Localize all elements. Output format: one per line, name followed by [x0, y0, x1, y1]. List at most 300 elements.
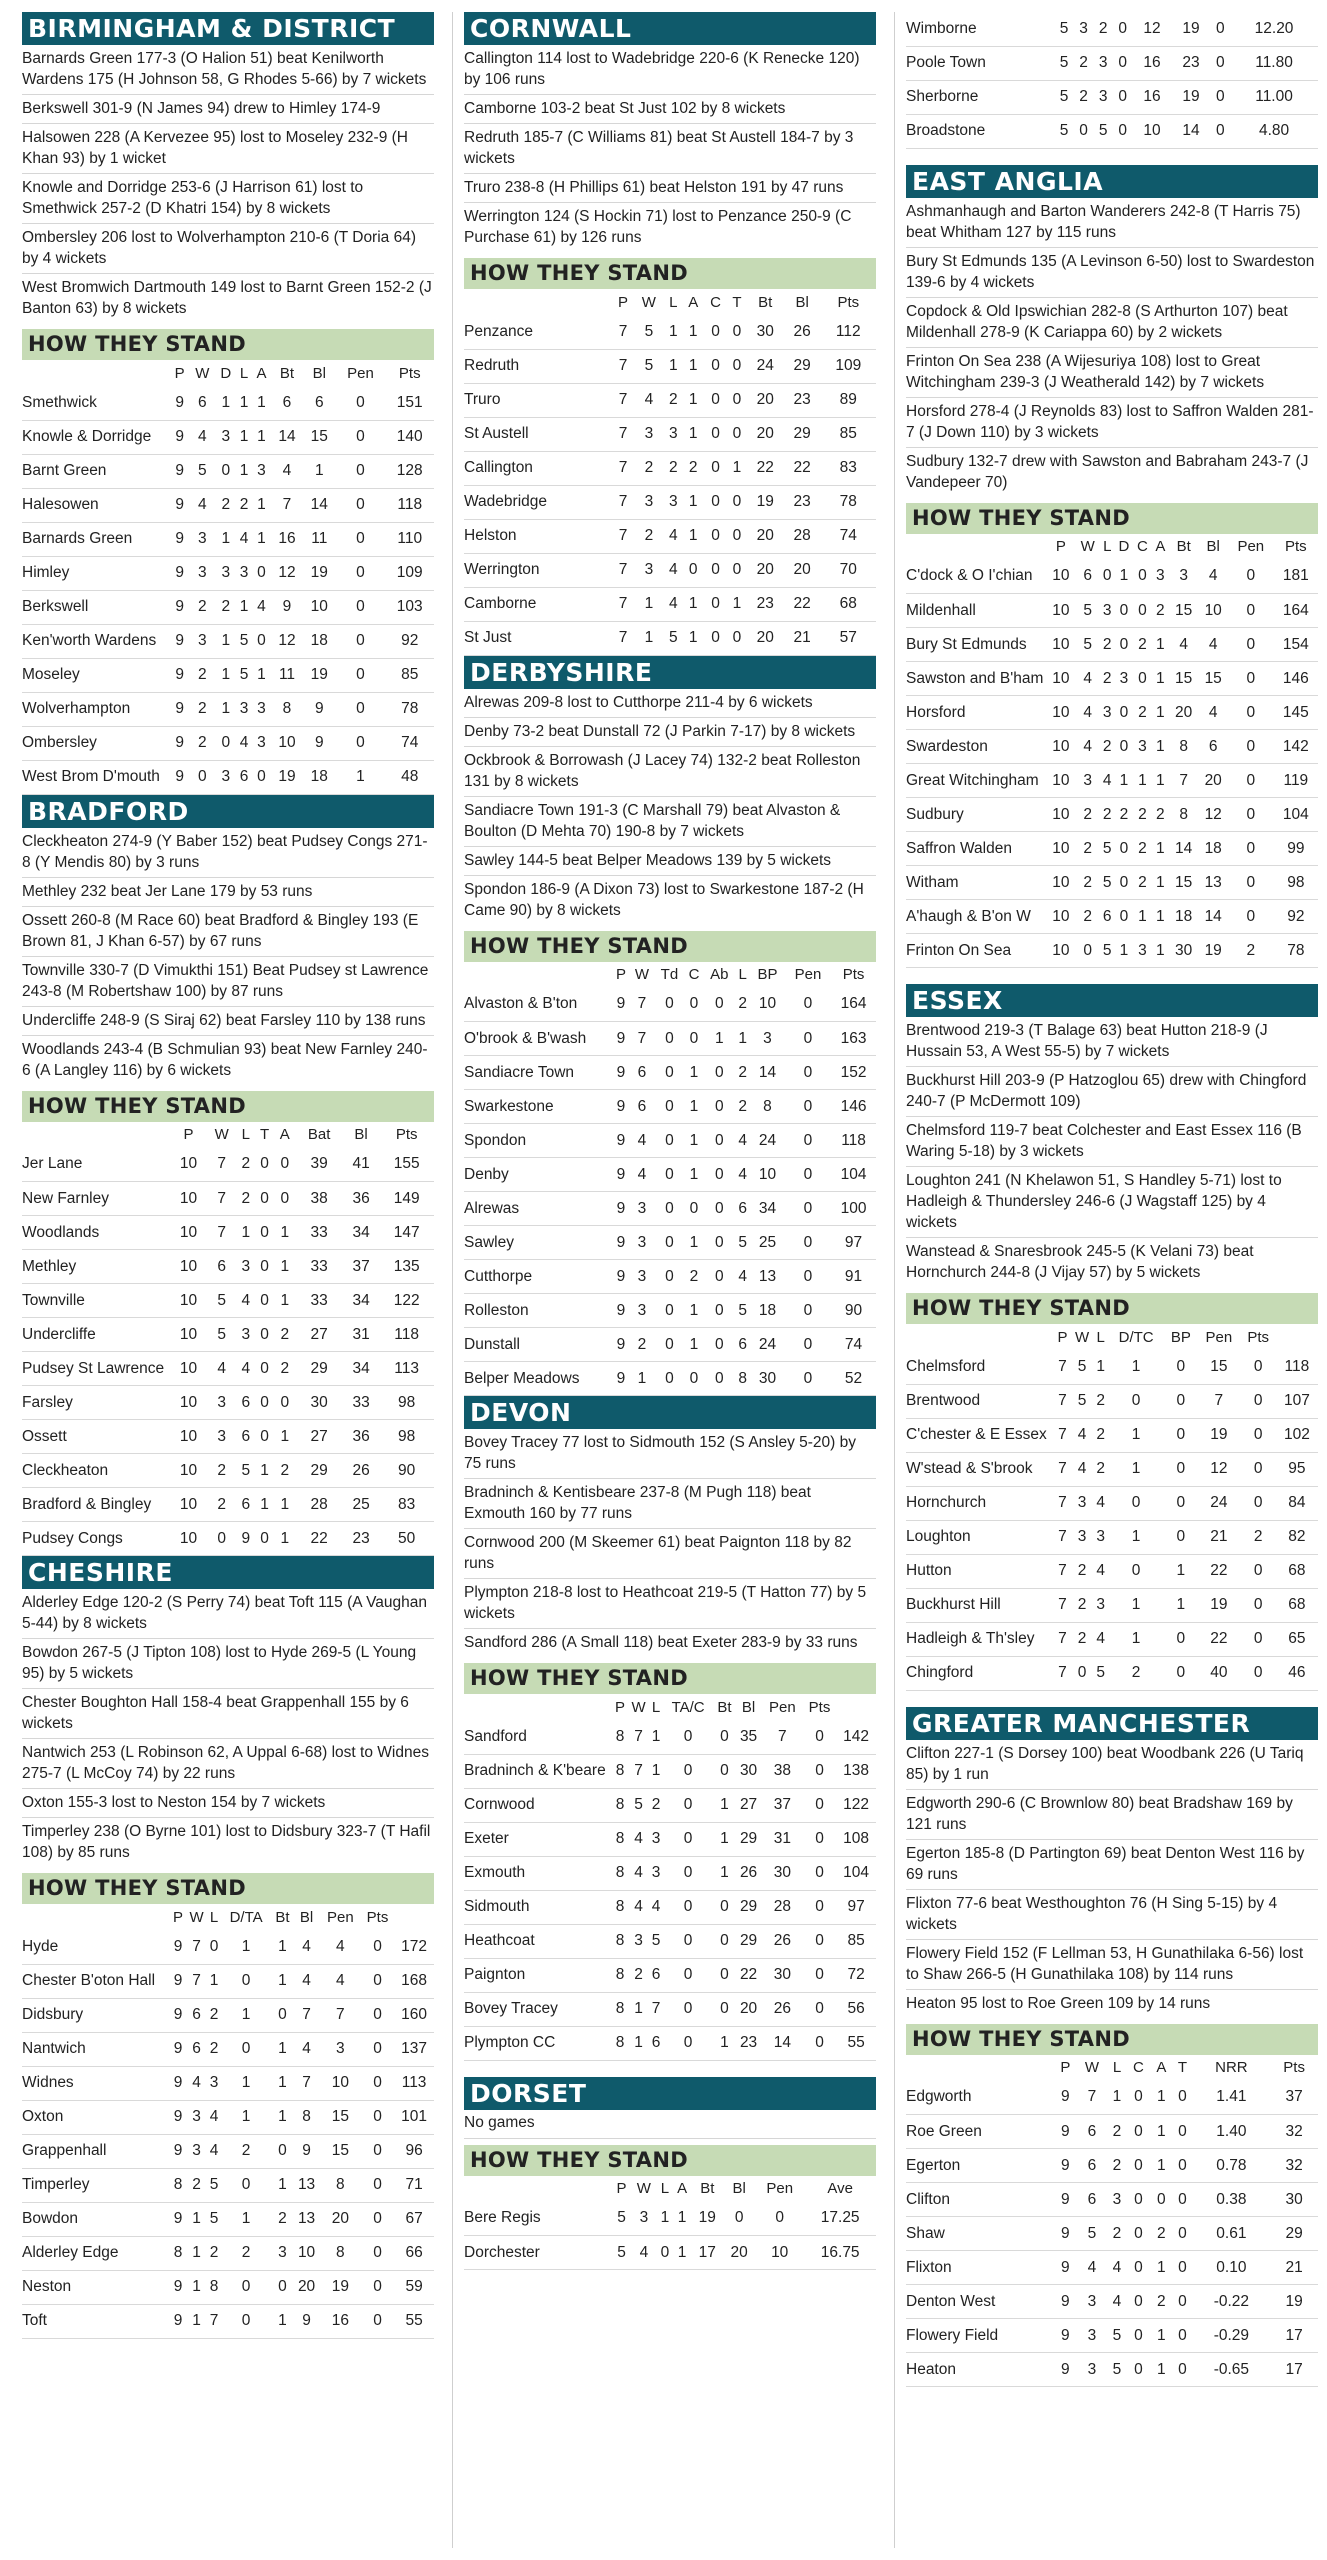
stat-cell: 0 [1108, 1384, 1165, 1418]
stat-cell: 0 [1126, 2183, 1150, 2217]
stat-cell: 2 [189, 590, 216, 624]
stat-cell: 0 [255, 1318, 274, 1352]
standings-body [464, 1720, 876, 2060]
stat-cell: 104 [1274, 798, 1318, 832]
stat-cell: 2 [1133, 866, 1152, 900]
team-name: Berkswell [22, 590, 170, 624]
stat-cell: 1 [683, 485, 704, 519]
stat-cell: 9 [1054, 2149, 1076, 2183]
stat-cell: 4 [237, 1352, 255, 1386]
column-header: Pts [398, 364, 421, 382]
stat-cell: 19 [1198, 934, 1228, 968]
table-row [464, 1192, 876, 1226]
table-row [464, 621, 876, 655]
stat-cell: 29 [295, 1454, 343, 1488]
stat-cell: 1 [221, 1998, 272, 2032]
stat-cell: 0 [1113, 114, 1133, 148]
team-name: Cleckheaton [22, 1454, 170, 1488]
column-header [464, 289, 612, 315]
team-name: Oxton [22, 2100, 170, 2134]
column-header: A [1155, 538, 1166, 555]
stat-cell: 2 [735, 1056, 750, 1090]
stat-cell: 11 [271, 658, 303, 692]
stat-cell: 0 [654, 1192, 684, 1226]
table-row [22, 1182, 434, 1216]
standings-table [22, 1122, 434, 1557]
stat-cell: 10 [1046, 900, 1076, 934]
column-header: A [677, 2180, 688, 2197]
stat-cell: 1 [272, 1930, 294, 1964]
stat-cell: 9 [170, 692, 189, 726]
stat-cell: 1 [628, 1992, 650, 2026]
stat-cell: 0.10 [1193, 2251, 1271, 2285]
stat-cell: 0 [1228, 900, 1274, 934]
stat-cell: 2 [1071, 1588, 1094, 1622]
team-name: C'dock & O I'chian [906, 560, 1046, 594]
stat-cell: 9 [170, 420, 189, 454]
stat-cell: 0 [683, 553, 704, 587]
standings-table [906, 2055, 1318, 2388]
stat-cell: 1 [216, 522, 236, 556]
stat-cell: 0 [704, 553, 727, 587]
table-row [464, 315, 876, 349]
stat-cell: 2 [207, 1488, 237, 1522]
stat-cell: 5 [735, 1294, 750, 1328]
section-dorset [464, 2077, 876, 2271]
standings-header [22, 1904, 434, 1930]
stat-cell: 7 [271, 488, 303, 522]
table-row [906, 1588, 1318, 1622]
stat-cell: 7 [612, 587, 633, 621]
stat-cell: 0 [654, 1362, 684, 1396]
stat-cell: 5 [237, 1454, 255, 1488]
stat-cell: 4 [1094, 1554, 1108, 1588]
table-row [22, 420, 434, 454]
stat-cell: 4 [236, 522, 252, 556]
stat-cell: 20 [784, 553, 821, 587]
team-name: St Austell [464, 417, 612, 451]
stat-cell: 2 [1076, 900, 1100, 934]
stat-cell: 0 [1133, 662, 1152, 696]
stat-cell: 5 [634, 315, 664, 349]
stat-cell: 3 [207, 1386, 237, 1420]
stat-cell: 0 [221, 2270, 272, 2304]
team-name: C'chester & E Essex [906, 1418, 1054, 1452]
stat-cell: 0 [361, 1998, 394, 2032]
stat-cell: 1 [1150, 2081, 1172, 2115]
stat-cell: 0 [685, 1362, 704, 1396]
stat-cell: 9 [612, 1056, 629, 1090]
stat-cell: 84 [1276, 1486, 1318, 1520]
results-list [22, 828, 434, 1085]
spacer [906, 1691, 1318, 1707]
stat-cell: 0 [1115, 900, 1134, 934]
stat-cell: -0.65 [1193, 2353, 1271, 2387]
stat-cell: 9 [612, 1158, 629, 1192]
stat-cell: 3 [664, 485, 682, 519]
header-row [464, 289, 876, 315]
stat-cell: 9 [293, 2134, 320, 2168]
standings-title: HOW THEY STAND [906, 503, 1318, 534]
stat-cell: 8 [170, 2236, 185, 2270]
stat-cell: 28 [784, 519, 821, 553]
team-name: Denby [464, 1158, 612, 1192]
column-header: Pen [1237, 538, 1265, 555]
result-item: Copdock & Old Ipswichian 282-8 (S Arthurton 107) beat Mildenhall 278-9 (K Cariappa 60) by 2 wickets [906, 298, 1318, 348]
stat-cell: 10 [750, 988, 785, 1022]
stat-cell: 2 [1150, 2285, 1172, 2319]
stat-cell: 0 [1165, 1418, 1198, 1452]
stat-cell: 4 [628, 1890, 650, 1924]
stat-cell: 4 [664, 553, 682, 587]
stat-cell: 0 [755, 2202, 804, 2236]
stat-cell: 9 [303, 726, 335, 760]
column-header: D [220, 364, 232, 382]
stat-cell: 0 [361, 2032, 394, 2066]
stat-cell: 10 [1198, 594, 1228, 628]
stat-cell: 0 [1126, 2319, 1150, 2353]
stat-cell: 0 [255, 1420, 274, 1454]
stat-cell: 0 [1126, 2251, 1150, 2285]
stat-cell: 22 [735, 1958, 762, 1992]
stat-cell: 7 [1054, 1588, 1070, 1622]
table-row [464, 451, 876, 485]
stat-cell: 3 [189, 556, 216, 590]
result-item: Cleckheaton 274-9 (Y Baber 152) beat Pudsey Congs 271-8 (Y Mendis 80) by 3 runs [22, 828, 434, 878]
stat-cell: 83 [379, 1488, 434, 1522]
stat-cell: 10 [170, 1148, 206, 1182]
table-row [22, 1930, 434, 1964]
stat-cell: 0 [1241, 1622, 1276, 1656]
stat-cell: 2 [207, 2236, 220, 2270]
team-name: Cutthorpe [464, 1260, 612, 1294]
stat-cell: 52 [831, 1362, 876, 1396]
stat-cell: 29 [735, 1890, 762, 1924]
stat-cell: 5 [1076, 594, 1100, 628]
stat-cell: 0 [1115, 866, 1134, 900]
stat-cell: 8 [612, 1958, 627, 1992]
stat-cell: 9 [170, 2202, 185, 2236]
stat-cell: 3 [252, 726, 271, 760]
stat-cell: 55 [394, 2304, 434, 2338]
stat-cell: 78 [821, 485, 876, 519]
stat-cell: 0 [663, 1890, 714, 1924]
stat-cell: 0.78 [1193, 2149, 1271, 2183]
stat-cell: 7 [1076, 2081, 1107, 2115]
stat-cell: 103 [385, 590, 434, 624]
stat-cell: 6 [1076, 2183, 1107, 2217]
stat-cell: 4 [1094, 1622, 1108, 1656]
stat-cell: 9 [170, 2066, 185, 2100]
team-name: Cornwood [464, 1788, 612, 1822]
stat-cell: 0 [255, 1250, 274, 1284]
column-header: P [1055, 538, 1066, 555]
header-row [22, 1122, 434, 1148]
stat-cell: 5 [1100, 934, 1115, 968]
stat-cell: 0 [785, 1226, 831, 1260]
stat-cell: 7 [612, 519, 633, 553]
team-name: Saffron Walden [906, 832, 1046, 866]
column-header [464, 1694, 612, 1720]
stat-cell: 5 [236, 624, 252, 658]
column-header [22, 1122, 170, 1148]
stat-cell: 6 [186, 2032, 208, 2066]
stat-cell: 5 [207, 2202, 220, 2236]
stat-cell: 5 [612, 2202, 630, 2236]
stat-cell: 1 [1108, 1418, 1165, 1452]
stat-cell: 19 [1197, 1588, 1240, 1622]
stat-cell: 65 [1276, 1622, 1318, 1656]
table-row [906, 1554, 1318, 1588]
column-header: A [279, 1126, 290, 1143]
stat-cell: 0 [785, 1192, 831, 1226]
stat-cell: 1 [255, 1488, 274, 1522]
stat-cell: 0 [704, 485, 727, 519]
stat-cell: 3 [216, 420, 236, 454]
table-row [464, 519, 876, 553]
stat-cell: 1 [703, 1022, 735, 1056]
team-name: Bowdon [22, 2202, 170, 2236]
team-name: Hornchurch [906, 1486, 1054, 1520]
stat-cell: 0 [727, 485, 747, 519]
stat-cell: 31 [343, 1318, 379, 1352]
table-row [22, 2066, 434, 2100]
team-name: Knowle & Dorridge [22, 420, 170, 454]
team-name: Ossett [22, 1420, 170, 1454]
table-row [906, 696, 1318, 730]
result-item: Sawley 144-5 beat Belper Meadows 139 by 5 wickets [464, 847, 876, 876]
column-header [906, 2055, 1054, 2081]
stat-cell: 5 [612, 2236, 630, 2270]
stat-cell: 23 [784, 383, 821, 417]
stat-cell: 5 [1071, 1384, 1094, 1418]
stat-cell: 0 [663, 1992, 714, 2026]
stat-cell: 0 [1133, 560, 1152, 594]
stat-cell: 2 [237, 1148, 255, 1182]
stat-cell: 14 [303, 488, 335, 522]
stat-cell: 16.75 [804, 2236, 876, 2270]
stat-cell: 28 [295, 1488, 343, 1522]
stat-cell: 9 [170, 2134, 185, 2168]
stat-cell: 6 [630, 1090, 655, 1124]
standings-header [906, 2055, 1318, 2081]
column-header: A [1156, 2059, 1167, 2076]
stat-cell: 1 [272, 1964, 294, 1998]
stat-cell: 0 [272, 2134, 294, 2168]
stat-cell: 0 [272, 2270, 294, 2304]
stat-cell: 95 [1276, 1452, 1318, 1486]
stat-cell: 0 [1076, 934, 1100, 968]
stat-cell: 2 [189, 692, 216, 726]
stat-cell: 32 [1270, 2115, 1318, 2149]
stat-cell: 0 [654, 1328, 684, 1362]
stat-cell: 3 [207, 2066, 220, 2100]
stat-cell: 2 [1108, 2149, 1127, 2183]
stat-cell: 0 [663, 1754, 714, 1788]
stat-cell: 8 [1169, 730, 1199, 764]
stat-cell: 1 [673, 2236, 691, 2270]
stat-cell: 0 [704, 417, 727, 451]
team-name: Swardeston [906, 730, 1046, 764]
stat-cell: 5 [735, 1226, 750, 1260]
team-name: Plympton CC [464, 2026, 612, 2060]
stat-cell: 10 [170, 1420, 206, 1454]
table-row [906, 1656, 1318, 1690]
stat-cell: 3 [1152, 560, 1169, 594]
result-item: Spondon 186-9 (A Dixon 73) lost to Swarkestone 187-2 (H Came 90) by 8 wickets [464, 880, 864, 919]
stat-cell: 1 [236, 420, 252, 454]
stat-cell: 18 [1198, 832, 1228, 866]
results-list [22, 45, 434, 323]
table-row [464, 1124, 876, 1158]
stat-cell: 23 [784, 485, 821, 519]
stat-cell: 2 [1133, 798, 1152, 832]
stat-cell: 0 [1228, 832, 1274, 866]
stat-cell: 2 [1093, 12, 1113, 46]
stat-cell: 1 [1108, 1588, 1165, 1622]
team-name: Clifton [906, 2183, 1054, 2217]
stat-cell: -0.29 [1193, 2319, 1271, 2353]
stat-cell: 0 [803, 1822, 836, 1856]
stat-cell: 9 [170, 488, 189, 522]
header-row [22, 1904, 434, 1930]
stat-cell: 0 [1172, 2251, 1192, 2285]
stat-cell: 22 [784, 451, 821, 485]
stat-cell: 0 [1228, 798, 1274, 832]
stat-cell: 10 [1046, 628, 1076, 662]
team-name: Rolleston [464, 1294, 612, 1328]
stat-cell: 23 [735, 2026, 762, 2060]
column-header: Bl [312, 364, 326, 382]
section-cheshire [22, 1556, 434, 2339]
result-item: Timperley 238 (O Byrne 101) lost to Didsbury 323-7 (T Hafil 108) by 85 runs [22, 1823, 431, 1861]
team-name: Redruth [464, 349, 612, 383]
result-item: Brentwood 219-3 (T Balage 63) beat Hutton 218-9 (J Hussain 53, A West 55-5) by 7 wickets [906, 1017, 1318, 1067]
result-item: Chelmsford 119-7 beat Colchester and East Essex 116 (B Waring 5-18) by 3 wickets [906, 1117, 1318, 1167]
stat-cell: 19 [1270, 2285, 1318, 2319]
stat-cell: 35 [735, 1720, 762, 1754]
stat-cell: 4 [1198, 628, 1228, 662]
stat-cell: 0 [252, 556, 271, 590]
team-name: Exeter [464, 1822, 612, 1856]
standings-table [464, 2176, 876, 2271]
stat-cell: 0 [663, 2026, 714, 2060]
stat-cell: -0.22 [1193, 2285, 1271, 2319]
column-header: Ave [827, 2180, 853, 2197]
stat-cell: 21 [1197, 1520, 1240, 1554]
stat-cell: 1 [634, 621, 664, 655]
stat-cell: 46 [1276, 1656, 1318, 1690]
stat-cell: 2 [1133, 696, 1152, 730]
stat-cell: 0 [1115, 628, 1134, 662]
stat-cell: 1 [255, 1454, 274, 1488]
stat-cell: 3 [1133, 934, 1152, 968]
team-name: Spondon [464, 1124, 612, 1158]
stat-cell: 2 [274, 1352, 295, 1386]
table-row [464, 1056, 876, 1090]
column-header: Bt [700, 2180, 715, 2197]
stat-cell: 0 [361, 2168, 394, 2202]
stat-cell: 113 [394, 2066, 434, 2100]
standings-table [464, 289, 876, 656]
stat-cell: 1 [272, 2100, 294, 2134]
standings-table [906, 1324, 1318, 1691]
stat-cell: 5 [1054, 114, 1074, 148]
stat-cell: 1 [714, 1856, 736, 1890]
stat-cell: 102 [1276, 1418, 1318, 1452]
stat-cell: 0 [654, 1226, 684, 1260]
column-header: BP [757, 966, 778, 983]
stat-cell: 1 [1108, 1622, 1165, 1656]
stat-cell: 6 [186, 1998, 208, 2032]
stat-cell: 5 [1054, 80, 1074, 114]
stat-cell: 0 [255, 1148, 274, 1182]
team-name: Camborne [464, 587, 612, 621]
table-row [464, 1158, 876, 1192]
table-row [906, 2217, 1318, 2251]
stat-cell: 19 [1172, 80, 1211, 114]
stat-cell: 4 [189, 488, 216, 522]
result-item: Sudbury 132-7 drew with Sawston and Babraham 243-7 (J Vandepeer 70) [906, 452, 1309, 491]
team-name: Farsley [22, 1386, 170, 1420]
stat-cell: 4 [207, 2100, 220, 2134]
stat-cell: 5 [207, 1318, 237, 1352]
stat-cell: 5 [1108, 2319, 1127, 2353]
stat-cell: 1 [186, 2304, 208, 2338]
stat-cell: 6 [735, 1192, 750, 1226]
stat-cell: 17 [1270, 2353, 1318, 2387]
stat-cell: 2 [1100, 628, 1115, 662]
stat-cell: 3 [1108, 2183, 1127, 2217]
stat-cell: 33 [295, 1284, 343, 1318]
stat-cell: 18 [303, 624, 335, 658]
stat-cell: 30 [762, 1958, 803, 1992]
stat-cell: 0 [207, 1930, 220, 1964]
stat-cell: 0 [663, 1720, 714, 1754]
stat-cell: 0 [221, 2304, 272, 2338]
stat-cell: 10 [170, 1216, 206, 1250]
stat-cell: 0 [714, 1924, 736, 1958]
stat-cell: 3 [252, 692, 271, 726]
stat-cell: 40 [1197, 1656, 1240, 1690]
stat-cell: 5 [207, 2168, 220, 2202]
stat-cell: 2 [664, 383, 682, 417]
standings-header [464, 962, 876, 988]
table-row [906, 1418, 1318, 1452]
section-derbyshire [464, 656, 876, 1397]
stat-cell: 1 [657, 2202, 673, 2236]
stat-cell: 0 [685, 1022, 704, 1056]
column-header: W [1084, 2059, 1099, 2076]
stat-cell: 4 [207, 2134, 220, 2168]
section-devon [464, 1396, 876, 2061]
results-list [464, 45, 876, 252]
column-header: C [688, 966, 700, 983]
stat-cell: 0 [361, 1964, 394, 1998]
stat-cell: 29 [784, 417, 821, 451]
table-row [906, 46, 1318, 80]
section-birmingham [22, 12, 434, 795]
stat-cell: 30 [295, 1386, 343, 1420]
stat-cell: 22 [784, 587, 821, 621]
stat-cell: 14 [1169, 832, 1199, 866]
standings-header [906, 1324, 1318, 1350]
stat-cell: 19 [303, 556, 335, 590]
team-name: Bradninch & K'beare [464, 1754, 612, 1788]
stat-cell: 85 [836, 1924, 876, 1958]
stat-cell: 0 [704, 349, 727, 383]
stat-cell: 4 [293, 1930, 320, 1964]
